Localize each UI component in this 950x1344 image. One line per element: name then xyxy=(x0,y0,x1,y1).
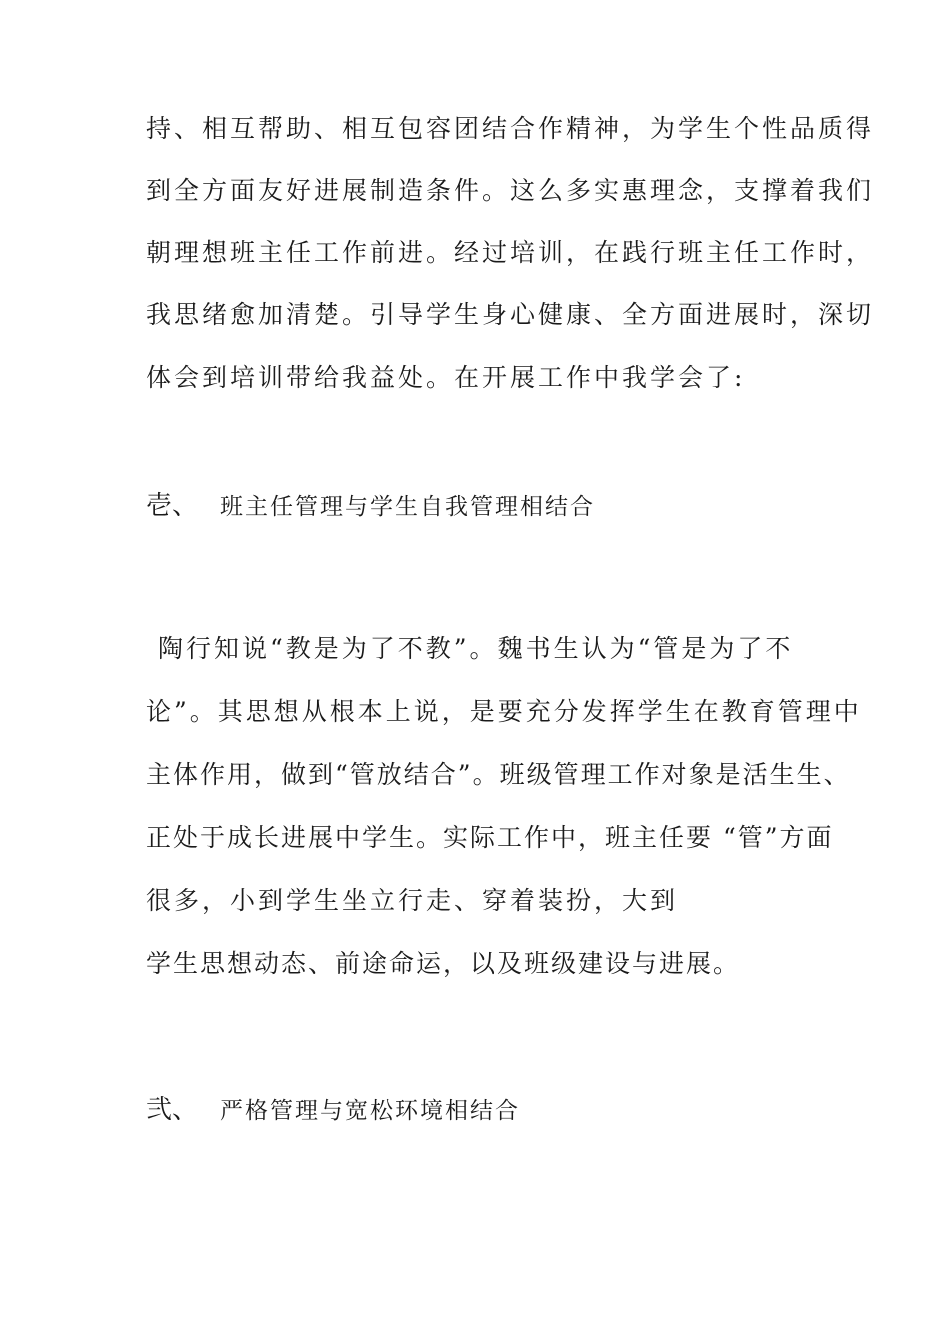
paragraph-line: 朝理想班主任工作前进。经过培训，在践行班主任工作时， xyxy=(146,238,875,267)
section-title: 班主任管理与学生自我管理相结合 xyxy=(220,494,596,520)
section-number: 弐、 xyxy=(146,1095,199,1125)
section-number: 壱、 xyxy=(146,491,199,521)
section-title: 严格管理与宽松环境相结合 xyxy=(220,1098,521,1124)
section-heading-2 xyxy=(146,1095,520,1126)
paragraph-line: 学生思想动态、前途命运，以及班级建设与进展。 xyxy=(146,949,741,978)
paragraph-line: 正处于成长进展中学生。实际工作中，班主任要 “管”方面 xyxy=(146,823,834,852)
paragraph-line: 主体作用，做到“管放结合”。班级管理工作对象是活生生、 xyxy=(146,760,851,789)
paragraph-line: 陶行知说“教是为了不教”。魏书生认为“管是为了不 xyxy=(158,634,794,663)
section-heading-1 xyxy=(146,491,595,522)
paragraph-line: 体会到培训带给我益处。在开展工作中我学会了: xyxy=(146,363,746,392)
paragraph-line: 我思绪愈加清楚。引导学生身心健康、全方面进展时，深切 xyxy=(146,300,875,329)
paragraph-line: 到全方面友好进展制造条件。这么多实惠理念，支撑着我们 xyxy=(146,176,875,205)
paragraph-line: 论”。其思想从根本上说，是要充分发挥学生在教育管理中 xyxy=(146,697,862,726)
paragraph-line: 持、相互帮助、相互包容团结合作精神，为学生个性品质得 xyxy=(146,114,875,143)
paragraph-line: 很多，小到学生坐立行走、穿着装扮，大到 xyxy=(146,886,679,915)
